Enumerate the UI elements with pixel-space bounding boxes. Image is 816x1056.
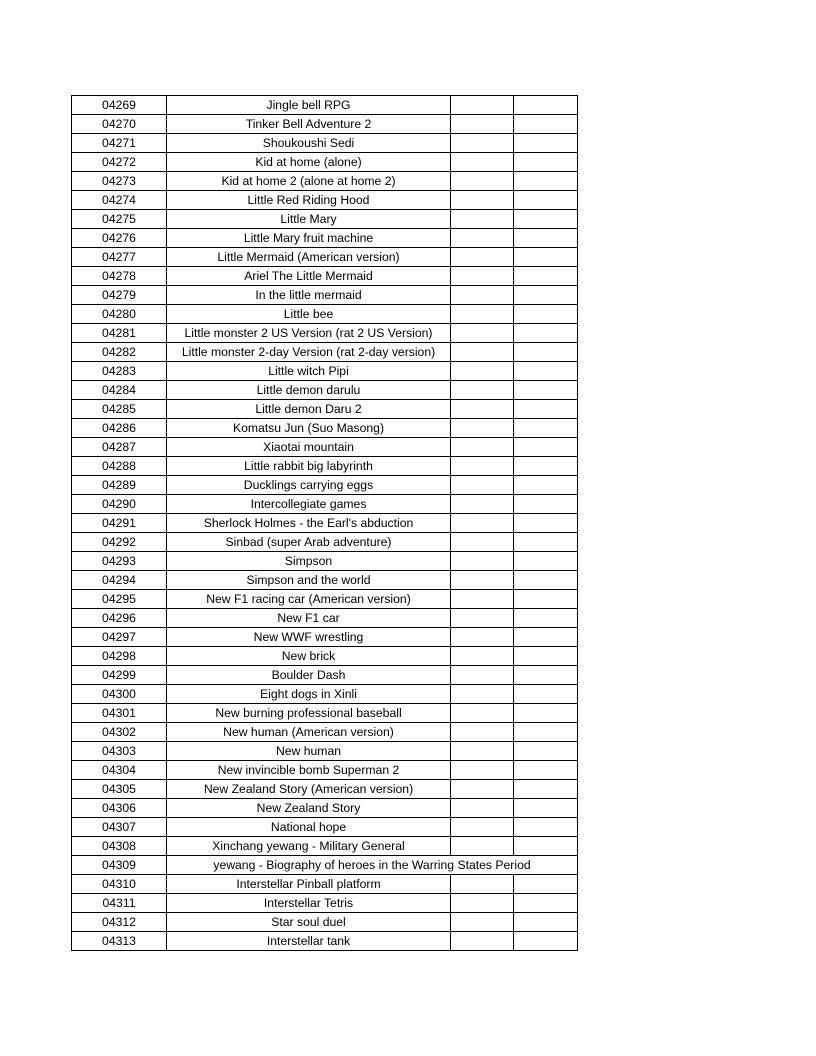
row-title-cell: Kid at home 2 (alone at home 2) [167,172,451,191]
empty-cell [451,647,514,666]
empty-cell [514,742,578,761]
empty-cell [514,343,578,362]
empty-cell [451,875,514,894]
empty-cell [451,552,514,571]
empty-cell [514,172,578,191]
row-title-cell: Ducklings carrying eggs [167,476,451,495]
empty-cell [514,134,578,153]
row-id-cell: 04306 [72,799,167,818]
row-id-cell: 04301 [72,704,167,723]
empty-cell [451,780,514,799]
table-row [72,381,578,400]
row-id-cell: 04294 [72,571,167,590]
table-row [72,590,578,609]
row-id-cell: 04273 [72,172,167,191]
empty-cell [514,533,578,552]
table-row [72,818,578,837]
table-row [72,153,578,172]
row-id-cell: 04287 [72,438,167,457]
empty-cell [451,267,514,286]
row-id-cell: 04303 [72,742,167,761]
empty-cell [451,837,514,856]
table-row [72,704,578,723]
empty-cell [451,723,514,742]
row-id-cell: 04311 [72,894,167,913]
row-id-cell: 04285 [72,400,167,419]
row-id-cell: 04279 [72,286,167,305]
row-id-cell: 04280 [72,305,167,324]
empty-cell [451,609,514,628]
row-title-cell: Little Mary [167,210,451,229]
empty-cell [514,514,578,533]
empty-cell [514,381,578,400]
empty-cell [514,875,578,894]
empty-cell [514,818,578,837]
empty-cell [451,324,514,343]
row-title-cell: Interstellar Tetris [167,894,451,913]
empty-cell [451,457,514,476]
row-id-cell: 04309 [72,856,167,875]
table-row [72,362,578,381]
row-id-cell: 04293 [72,552,167,571]
empty-cell [514,609,578,628]
table-row [72,229,578,248]
empty-cell [514,761,578,780]
row-title-cell: Interstellar tank [167,932,451,951]
row-id-cell: 04296 [72,609,167,628]
row-title-cell: In the little mermaid [167,286,451,305]
table-row [72,343,578,362]
row-title-cell: Interstellar Pinball platform [167,875,451,894]
row-title-cell: New invincible bomb Superman 2 [167,761,451,780]
empty-cell [451,932,514,951]
empty-cell [451,476,514,495]
table-row [72,571,578,590]
row-title-cell: Eight dogs in Xinli [167,685,451,704]
row-id-cell: 04288 [72,457,167,476]
empty-cell [451,362,514,381]
table-row [72,115,578,134]
table-row [72,419,578,438]
row-title-cell: Boulder Dash [167,666,451,685]
row-id-cell: 04299 [72,666,167,685]
table-row [72,305,578,324]
row-id-cell: 04277 [72,248,167,267]
table-row [72,742,578,761]
empty-cell [451,818,514,837]
row-title-cell: Little monster 2 US Version (rat 2 US Version) [167,324,451,343]
table-row [72,628,578,647]
row-title-cell: Ariel The Little Mermaid [167,267,451,286]
row-id-cell: 04271 [72,134,167,153]
table-row [72,875,578,894]
row-title-cell: Sherlock Holmes - the Earl's abduction [167,514,451,533]
table-row [72,723,578,742]
empty-cell [451,153,514,172]
row-id-cell: 04308 [72,837,167,856]
row-id-cell: 04297 [72,628,167,647]
empty-cell [514,723,578,742]
empty-cell [451,248,514,267]
row-title-cell: New burning professional baseball [167,704,451,723]
row-id-cell: 04270 [72,115,167,134]
row-id-cell: 04312 [72,913,167,932]
row-title-cell: Little Red Riding Hood [167,191,451,210]
empty-cell [451,286,514,305]
row-id-cell: 04313 [72,932,167,951]
row-title-cell: Kid at home (alone) [167,153,451,172]
row-id-cell: 04290 [72,495,167,514]
empty-cell [514,362,578,381]
table-row [72,324,578,343]
empty-cell [451,571,514,590]
table-row [72,685,578,704]
row-title-cell: Tinker Bell Adventure 2 [167,115,451,134]
empty-cell [451,438,514,457]
row-title-cell: Little Mary fruit machine [167,229,451,248]
row-title-cell: Jingle bell RPG [167,96,451,115]
empty-cell [514,704,578,723]
row-title-cell: Xinchang yewang - Military General [167,837,451,856]
empty-cell [514,229,578,248]
empty-cell [514,210,578,229]
row-title-cell: Little demon darulu [167,381,451,400]
empty-cell [451,590,514,609]
row-id-cell: 04298 [72,647,167,666]
table-row [72,400,578,419]
row-id-cell: 04295 [72,590,167,609]
table-row [72,457,578,476]
empty-cell [451,210,514,229]
row-id-cell: 04278 [72,267,167,286]
row-title-cell: New human (American version) [167,723,451,742]
table-row [72,666,578,685]
empty-cell [451,305,514,324]
row-title-cell: Little demon Daru 2 [167,400,451,419]
empty-cell [514,248,578,267]
table-row [72,932,578,951]
row-id-cell: 04300 [72,685,167,704]
game-list-table [71,95,578,951]
empty-cell [451,191,514,210]
row-title-cell: New human [167,742,451,761]
empty-cell [451,381,514,400]
table-row [72,134,578,153]
row-id-cell: 04276 [72,229,167,248]
table-row [72,837,578,856]
empty-cell [514,324,578,343]
table-row [72,172,578,191]
empty-cell [514,476,578,495]
table-row [72,191,578,210]
row-id-cell: 04281 [72,324,167,343]
row-id-cell: 04274 [72,191,167,210]
table-row [72,780,578,799]
empty-cell [451,761,514,780]
table-row [72,856,578,875]
row-title-cell: Simpson [167,552,451,571]
row-title-cell: Komatsu Jun (Suo Masong) [167,419,451,438]
empty-cell [514,96,578,115]
row-title-cell: Xiaotai mountain [167,438,451,457]
empty-cell [451,894,514,913]
empty-cell [451,666,514,685]
empty-cell [451,96,514,115]
empty-cell [514,115,578,134]
empty-cell [514,799,578,818]
empty-cell [514,837,578,856]
empty-cell [514,191,578,210]
empty-cell [451,514,514,533]
table-row [72,647,578,666]
row-title-cell: Little rabbit big labyrinth [167,457,451,476]
row-title-cell: Little monster 2-day Version (rat 2-day version) [167,343,451,362]
empty-cell [451,419,514,438]
empty-cell [514,685,578,704]
table-row [72,286,578,305]
table-row [72,552,578,571]
empty-cell [514,913,578,932]
row-title-cell: New F1 car [167,609,451,628]
row-id-cell: 04284 [72,381,167,400]
empty-cell [514,666,578,685]
empty-cell [451,343,514,362]
table-row [72,514,578,533]
empty-cell [514,932,578,951]
empty-cell [451,742,514,761]
empty-cell [451,685,514,704]
empty-cell [514,419,578,438]
table-row [72,761,578,780]
row-title-cell: New WWF wrestling [167,628,451,647]
table-row [72,267,578,286]
row-title-cell: New Zealand Story (American version) [167,780,451,799]
row-title-cell: New F1 racing car (American version) [167,590,451,609]
empty-cell [514,894,578,913]
table-row [72,248,578,267]
empty-cell [451,172,514,191]
empty-cell [451,400,514,419]
row-title-cell: Little bee [167,305,451,324]
row-id-cell: 04269 [72,96,167,115]
empty-cell [451,704,514,723]
row-id-cell: 04307 [72,818,167,837]
row-title-cell: National hope [167,818,451,837]
row-title-cell: Little Mermaid (American version) [167,248,451,267]
empty-cell [514,305,578,324]
row-id-cell: 04289 [72,476,167,495]
empty-cell [451,495,514,514]
empty-cell [451,628,514,647]
row-id-cell: 04286 [72,419,167,438]
row-id-cell: 04292 [72,533,167,552]
row-id-cell: 04304 [72,761,167,780]
row-id-cell: 04283 [72,362,167,381]
row-title-cell: Intercollegiate games [167,495,451,514]
table-row [72,913,578,932]
row-title-cell: New Zealand Story [167,799,451,818]
row-id-cell: 04305 [72,780,167,799]
row-id-cell: 04275 [72,210,167,229]
table-row [72,495,578,514]
empty-cell [514,590,578,609]
empty-cell [514,400,578,419]
empty-cell [514,780,578,799]
empty-cell [514,153,578,172]
table-row [72,894,578,913]
row-title-cell: Simpson and the world [167,571,451,590]
table-row [72,799,578,818]
empty-cell [451,115,514,134]
row-id-cell: 04272 [72,153,167,172]
empty-cell [514,571,578,590]
empty-cell [451,134,514,153]
empty-cell [451,229,514,248]
empty-cell [514,438,578,457]
table-body [72,96,578,951]
table-row [72,438,578,457]
table-row [72,476,578,495]
empty-cell [514,552,578,571]
empty-cell [451,799,514,818]
row-id-cell: 04302 [72,723,167,742]
empty-cell [451,913,514,932]
table-row [72,96,578,115]
row-id-cell: 04282 [72,343,167,362]
empty-cell [514,495,578,514]
table-row [72,533,578,552]
row-title-cell: Little witch Pipi [167,362,451,381]
row-title-cell: Star soul duel [167,913,451,932]
row-title-cell: Sinbad (super Arab adventure) [167,533,451,552]
empty-cell [514,628,578,647]
empty-cell [514,267,578,286]
table-row [72,609,578,628]
row-title-cell: yewang - Biography of heroes in the Warring States Period [167,856,578,875]
empty-cell [514,286,578,305]
row-title-cell: Shoukoushi Sedi [167,134,451,153]
row-title-cell: New brick [167,647,451,666]
row-id-cell: 04291 [72,514,167,533]
empty-cell [451,533,514,552]
table-row [72,210,578,229]
empty-cell [514,647,578,666]
empty-cell [514,457,578,476]
row-id-cell: 04310 [72,875,167,894]
